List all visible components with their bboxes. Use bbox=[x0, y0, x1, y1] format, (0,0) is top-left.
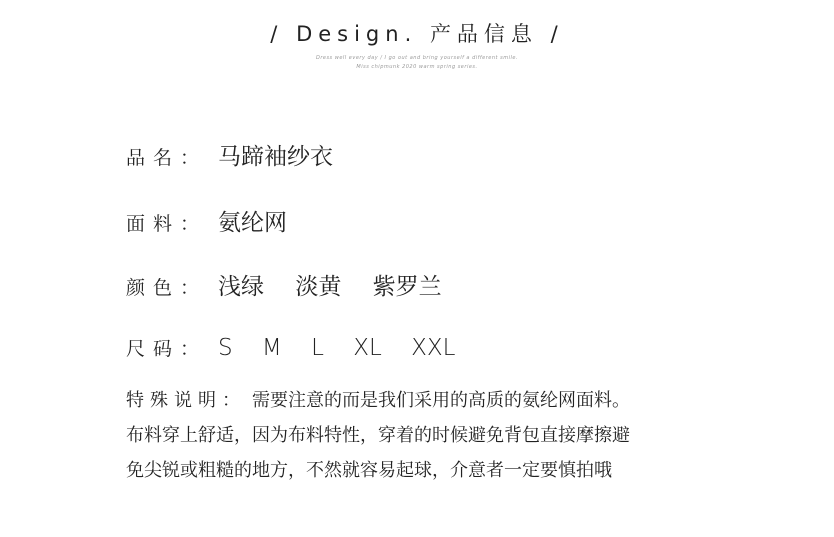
fabric-label: 面料： bbox=[126, 213, 208, 235]
size-option: S bbox=[218, 335, 233, 361]
product-name-label: 品名： bbox=[126, 147, 208, 169]
fabric-value: 氨纶网 bbox=[218, 210, 287, 236]
title-chinese: 产品信息 bbox=[429, 22, 538, 46]
size-option: M bbox=[261, 335, 282, 361]
product-name-row bbox=[126, 138, 333, 171]
color-option: 淡黄 bbox=[295, 274, 342, 300]
special-note bbox=[126, 383, 726, 488]
note-line-1 bbox=[126, 383, 726, 418]
note-line-3: 免尖锐或粗糙的地方，不然就容易起球，介意者一定要慎拍哦 bbox=[126, 460, 612, 481]
product-name-value: 马蹄袖纱衣 bbox=[218, 144, 333, 170]
size-options bbox=[218, 335, 477, 361]
color-options bbox=[218, 268, 466, 301]
size-option: L bbox=[311, 335, 324, 361]
note-label: 特殊说明： bbox=[126, 390, 246, 411]
fabric-row bbox=[126, 204, 287, 237]
note-line-2: 布料穿上舒适，因为布料特性，穿着的时候避免背包直接摩擦避 bbox=[126, 425, 630, 446]
color-row bbox=[126, 268, 466, 301]
title-slash-right: / bbox=[550, 22, 564, 46]
size-option: XXL bbox=[411, 335, 456, 361]
color-option: 紫罗兰 bbox=[372, 274, 442, 300]
title-slash-left: / bbox=[270, 22, 284, 46]
subtitle-line-2: Miss chipmunk 2020 warm spring series. bbox=[356, 64, 478, 70]
color-option: 浅绿 bbox=[218, 274, 264, 300]
size-label: 尺码： bbox=[126, 338, 208, 360]
size-option: XL bbox=[353, 335, 382, 361]
title-english: Design. bbox=[296, 22, 418, 46]
color-label: 颜色： bbox=[126, 277, 208, 299]
page-title bbox=[0, 18, 834, 48]
subtitle-line-1: Dress well every day / I go out and bring yourself a different smile. bbox=[315, 55, 519, 61]
note-text-1: 需要注意的而是我们采用的高质的氨纶网面料。 bbox=[252, 390, 630, 411]
size-row bbox=[126, 334, 477, 361]
